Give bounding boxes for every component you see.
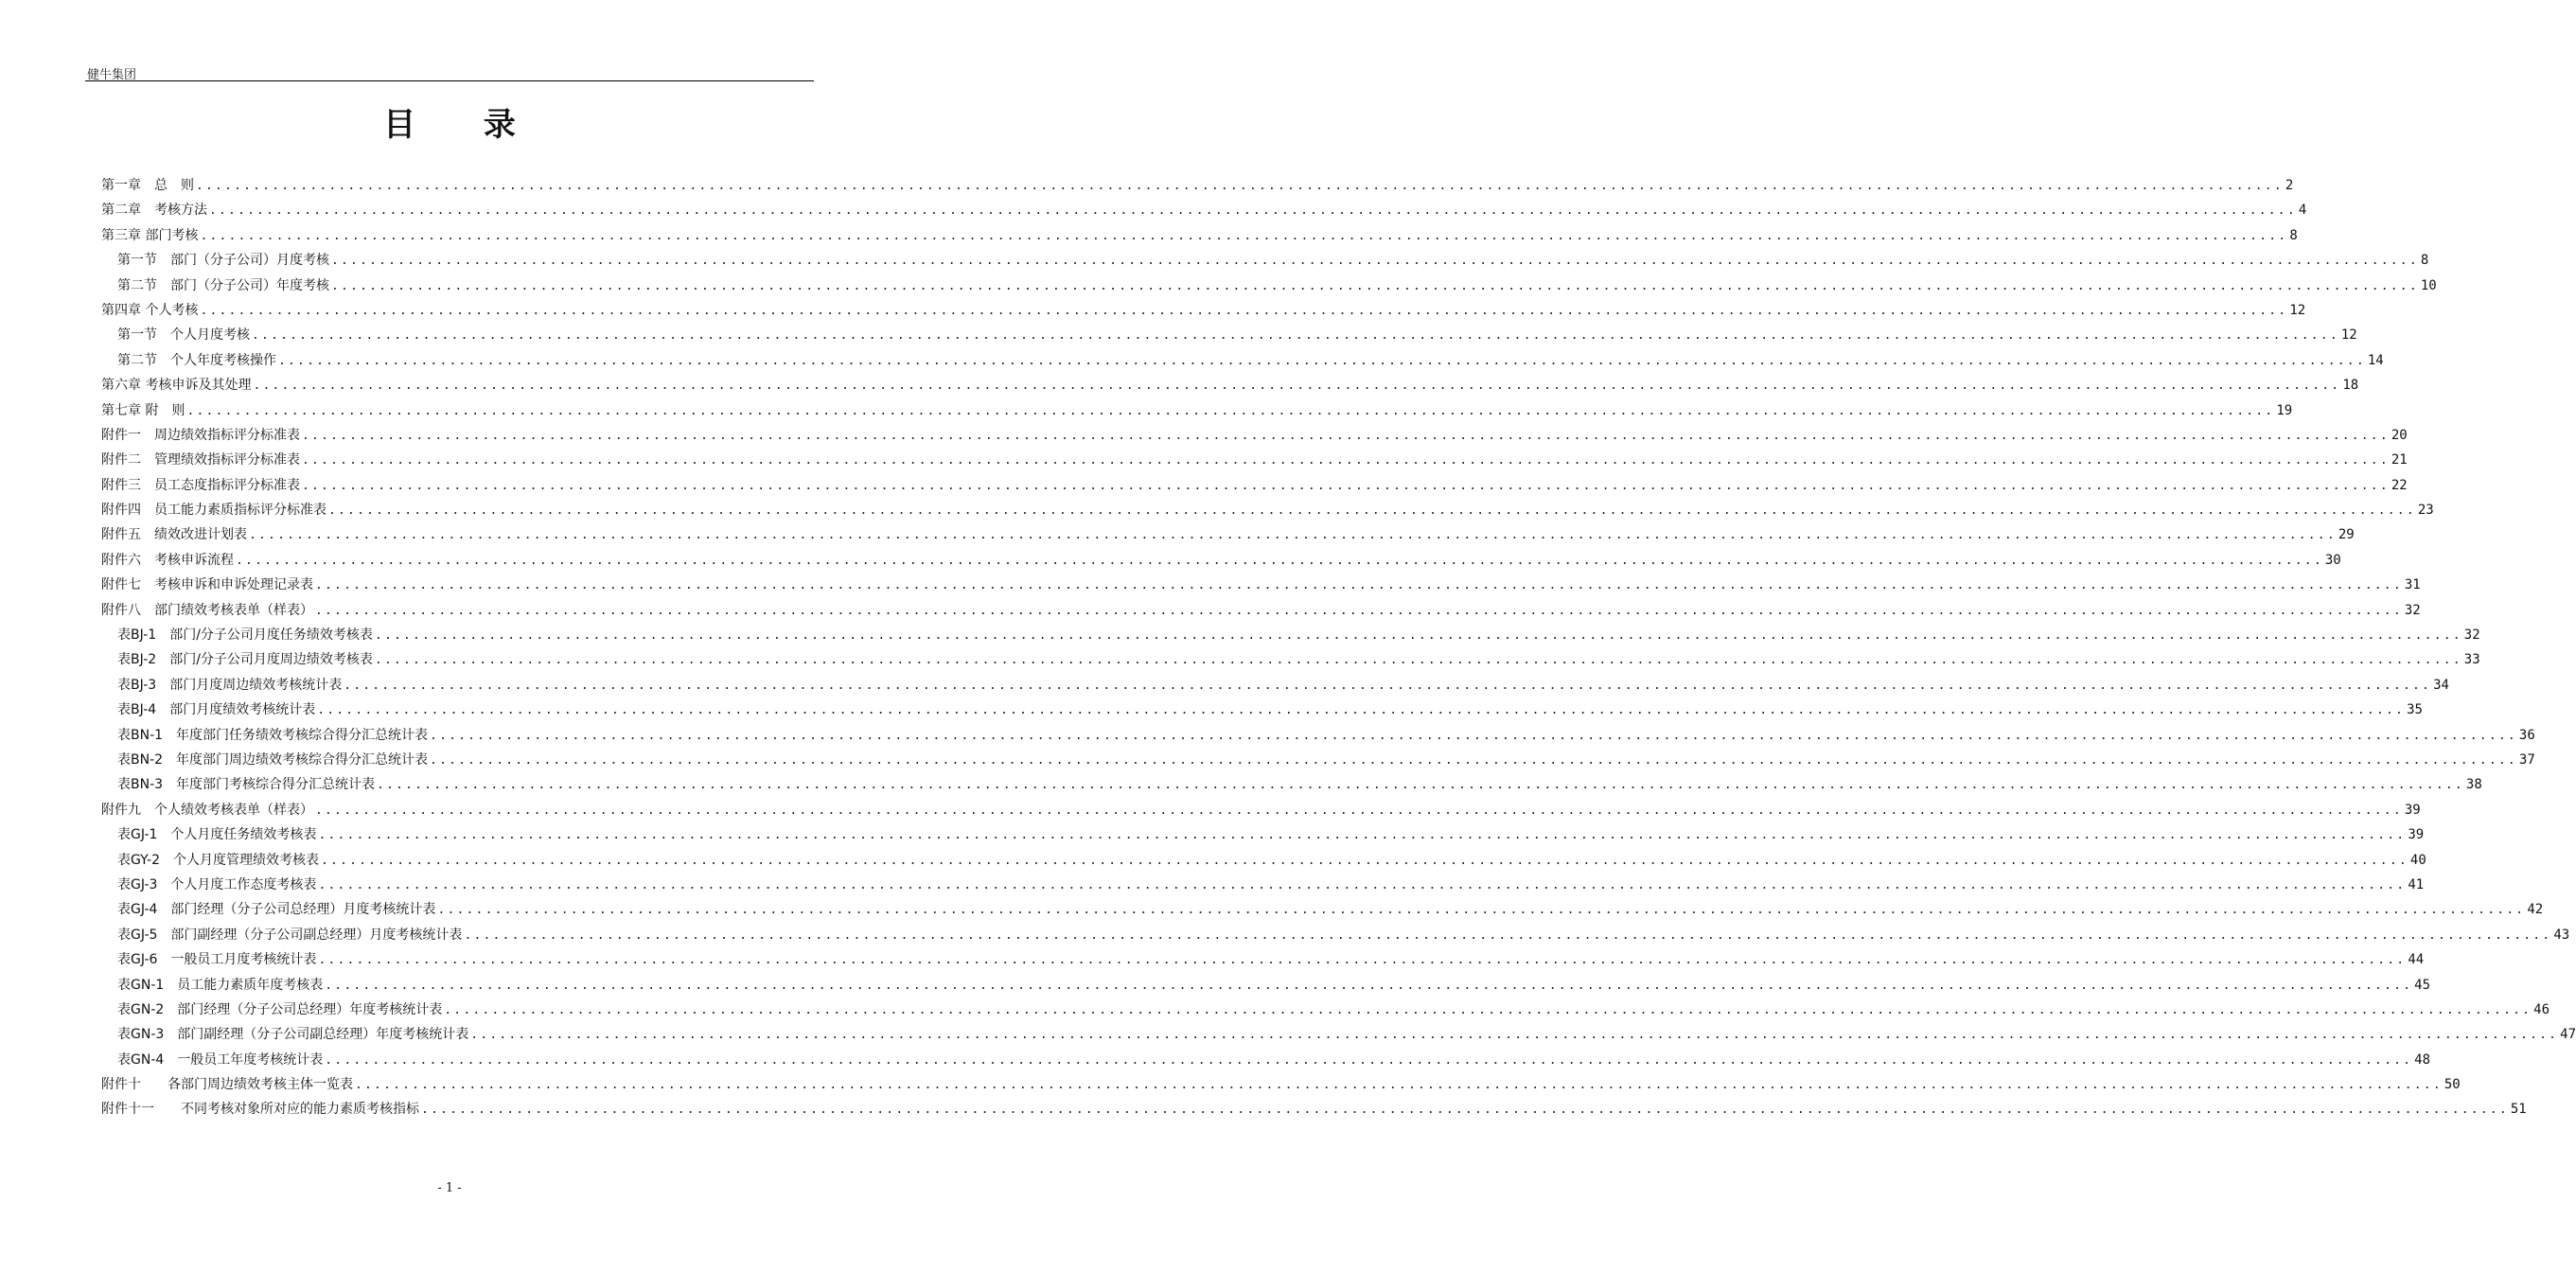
toc-entry[interactable] [101, 373, 2359, 398]
toc-dot-leader: ............................................................................................................................................................................................................................ [315, 603, 2403, 618]
toc-entry-label: 表BN-2 年度部门周边绩效考核综合得分汇总统计表 [117, 751, 429, 768]
toc-entry-page: 20 [2391, 427, 2408, 443]
toc-entry-label: 表GJ-1 个人月度任务绩效考核表 [117, 827, 317, 843]
toc-entry-page: 12 [2289, 302, 2306, 318]
toc-entry-label: 第二章 考核方法 [101, 203, 207, 219]
toc-entry-page: 22 [2391, 477, 2408, 493]
toc-dot-leader: ............................................................................................................................................................................................................................ [278, 353, 2366, 368]
toc-entry-label: 附件四 员工能力素质指标评分标准表 [101, 503, 326, 519]
toc-entry[interactable] [101, 1097, 2527, 1122]
toc-dot-leader: ............................................................................................................................................................................................................................ [377, 778, 2464, 793]
toc-dot-leader: ............................................................................................................................................................................................................................ [444, 1002, 2532, 1017]
toc-dot-leader: ............................................................................................................................................................................................................................ [331, 254, 2419, 269]
toc-entry[interactable] [101, 448, 2408, 472]
toc-entry[interactable] [101, 598, 2421, 623]
toc-entry-page: 10 [2420, 277, 2437, 293]
toc-entry-label: 附件九 个人绩效考核表单（样表） [101, 802, 313, 818]
toc-entry-page: 47 [2560, 1027, 2576, 1043]
toc-entry[interactable] [101, 498, 2434, 522]
toc-entry-page: 8 [2420, 253, 2429, 269]
toc-entry-page: 43 [2553, 927, 2570, 943]
toc-entry-label: 第二节 部门（分子公司）年度考核 [117, 277, 329, 293]
toc-entry[interactable] [101, 398, 2293, 423]
toc-entry[interactable] [101, 1072, 2461, 1097]
toc-dot-leader: ............................................................................................................................................................................................................................ [437, 903, 2526, 918]
toc-entry-label: 表BJ-1 部门/分子公司月度任务绩效考核表 [117, 627, 373, 644]
toc-entry-page: 39 [2408, 827, 2425, 843]
toc-dot-leader: ............................................................................................................................................................................................................................ [302, 428, 2390, 443]
toc-dot-leader: ............................................................................................................................................................................................................................ [325, 1052, 2413, 1068]
toc-entry-page: 18 [2342, 378, 2359, 394]
toc-entry-label: 表BJ-4 部门月度绩效考核统计表 [117, 702, 316, 718]
toc-entry-page: 39 [2404, 802, 2421, 818]
toc-dot-leader: ............................................................................................................................................................................................................................ [253, 379, 2341, 394]
toc-dot-leader: ............................................................................................................................................................................................................................ [317, 703, 2406, 718]
toc-dot-leader: ............................................................................................................................................................................................................................ [325, 978, 2413, 993]
toc-dot-leader: ............................................................................................................................................................................................................................ [318, 828, 2407, 843]
toc-entry[interactable] [101, 423, 2408, 448]
toc-entry-page: 8 [2289, 227, 2298, 243]
toc-entry-page: 46 [2533, 1001, 2550, 1017]
toc-entry-page: 37 [2518, 751, 2535, 768]
header-rule [85, 80, 814, 81]
toc-entry-label: 第一节 个人月度考核 [117, 327, 250, 344]
toc-dot-leader: ............................................................................................................................................................................................................................ [315, 578, 2403, 593]
page-title: 目 录 [383, 106, 544, 144]
toc-entry-page: 48 [2414, 1051, 2431, 1068]
table-of-contents [101, 173, 2576, 1122]
toc-entry-page: 12 [2340, 327, 2357, 344]
toc-entry-label: 第七章 附 则 [101, 402, 185, 418]
toc-entry-page: 23 [2417, 503, 2434, 519]
toc-dot-leader: ............................................................................................................................................................................................................................ [252, 328, 2339, 344]
toc-entry-label: 表BJ-2 部门/分子公司月度周边绩效考核表 [117, 652, 373, 668]
toc-entry[interactable] [101, 998, 2550, 1022]
toc-entry[interactable] [101, 647, 2480, 672]
toc-entry[interactable] [101, 973, 2431, 998]
toc-dot-leader: ............................................................................................................................................................................................................................ [302, 453, 2390, 468]
toc-entry[interactable] [101, 274, 2437, 298]
toc-entry[interactable] [101, 923, 2570, 947]
toc-entry-page: 4 [2298, 203, 2307, 219]
toc-entry[interactable] [101, 173, 2294, 198]
toc-entry[interactable] [101, 248, 2429, 273]
toc-entry-page: 51 [2510, 1102, 2527, 1118]
toc-entry-label: 表GJ-4 部门经理（分子公司总经理）月度考核统计表 [117, 902, 436, 918]
toc-entry-page: 50 [2444, 1077, 2461, 1093]
toc-entry-page: 31 [2404, 577, 2421, 593]
toc-entry[interactable] [101, 573, 2421, 597]
toc-entry-page: 40 [2409, 852, 2426, 868]
toc-entry[interactable] [101, 748, 2535, 772]
toc-entry[interactable] [101, 673, 2449, 698]
toc-dot-leader: ............................................................................................................................................................................................................................ [421, 1103, 2509, 1118]
toc-entry-label: 附件二 管理绩效指标评分标准表 [101, 452, 300, 468]
toc-entry[interactable] [101, 873, 2425, 897]
toc-entry-label: 表BN-1 年度部门任务绩效考核综合得分汇总统计表 [117, 727, 429, 743]
toc-entry-page: 35 [2407, 702, 2423, 718]
toc-entry-label: 附件一 周边绩效指标评分标准表 [101, 427, 300, 443]
toc-entry[interactable] [101, 947, 2425, 972]
toc-dot-leader: ............................................................................................................................................................................................................................ [200, 303, 2288, 318]
toc-entry-page: 41 [2408, 876, 2425, 892]
toc-entry-label: 表GN-4 一般员工年度考核统计表 [117, 1051, 324, 1068]
toc-dot-leader: ............................................................................................................................................................................................................................ [464, 928, 2552, 943]
toc-entry-label: 附件五 绩效改进计划表 [101, 527, 247, 543]
toc-dot-leader: ............................................................................................................................................................................................................................ [302, 478, 2390, 493]
toc-entry-label: 附件十 各部门周边绩效考核主体一览表 [101, 1077, 353, 1093]
toc-entry-label: 附件三 员工态度指标评分标准表 [101, 477, 300, 493]
toc-entry-label: 表GJ-5 部门副经理（分子公司副总经理）月度考核统计表 [117, 927, 463, 943]
toc-dot-leader: ............................................................................................................................................................................................................................ [249, 528, 2337, 543]
toc-entry-page: 32 [2463, 627, 2480, 644]
toc-entry[interactable] [101, 323, 2357, 347]
toc-entry-label: 附件八 部门绩效考核表单（样表） [101, 602, 313, 618]
toc-entry-page: 44 [2408, 952, 2425, 968]
toc-entry-page: 19 [2276, 402, 2293, 418]
toc-entry-label: 附件十一 不同考核对象所对应的能力素质考核指标 [101, 1102, 419, 1118]
toc-entry-label: 表GY-2 个人月度管理绩效考核表 [117, 852, 320, 868]
toc-entry-label: 表BN-3 年度部门考核综合得分汇总统计表 [117, 777, 376, 793]
toc-entry-page: 38 [2465, 777, 2482, 793]
toc-entry-label: 表GN-2 部门经理（分子公司总经理）年度考核统计表 [117, 1001, 443, 1017]
toc-dot-leader: ............................................................................................................................................................................................................................ [470, 1028, 2559, 1043]
toc-dot-leader: ............................................................................................................................................................................................................................ [374, 653, 2462, 668]
page-number: - 1 - [437, 1181, 462, 1195]
toc-entry-label: 第二节 个人年度考核操作 [117, 352, 276, 368]
toc-entry-label: 表BJ-3 部门月度周边绩效考核统计表 [117, 677, 343, 693]
toc-entry[interactable] [101, 848, 2426, 873]
toc-dot-leader: ............................................................................................................................................................................................................................ [328, 504, 2416, 519]
toc-entry-label: 附件六 考核申诉流程 [101, 552, 234, 568]
toc-entry[interactable] [101, 772, 2482, 797]
toc-entry[interactable] [101, 798, 2421, 822]
toc-entry-page: 2 [2285, 178, 2294, 193]
toc-entry-page: 14 [2367, 352, 2384, 368]
toc-entry-label: 表GN-1 员工能力素质年度考核表 [117, 977, 324, 993]
toc-entry-label: 表GJ-6 一般员工月度考核统计表 [117, 952, 317, 968]
toc-entry[interactable] [101, 298, 2306, 323]
toc-entry[interactable] [101, 822, 2425, 847]
toc-entry-page: 29 [2338, 527, 2355, 543]
toc-entry[interactable] [101, 548, 2341, 573]
toc-dot-leader: ............................................................................................................................................................................................................................ [209, 203, 2297, 219]
toc-dot-leader: ............................................................................................................................................................................................................................ [196, 179, 2284, 193]
toc-entry-label: 附件七 考核申诉和申诉处理记录表 [101, 577, 313, 593]
toc-entry[interactable] [101, 698, 2423, 722]
toc-entry[interactable] [101, 723, 2535, 748]
toc-entry-label: 第三章 部门考核 [101, 227, 199, 243]
toc-entry-page: 32 [2404, 602, 2421, 618]
toc-entry[interactable] [101, 522, 2355, 547]
toc-entry[interactable] [101, 897, 2544, 922]
toc-dot-leader: ............................................................................................................................................................................................................................ [318, 877, 2407, 892]
toc-entry-label: 第六章 考核申诉及其处理 [101, 378, 252, 394]
toc-entry-page: 33 [2463, 652, 2480, 668]
toc-dot-leader: ............................................................................................................................................................................................................................ [355, 1078, 2443, 1093]
toc-dot-leader: ............................................................................................................................................................................................................................ [344, 678, 2432, 693]
toc-entry-label: 第一章 总 则 [101, 178, 194, 193]
toc-entry[interactable] [101, 223, 2298, 248]
toc-entry-page: 45 [2414, 977, 2431, 993]
toc-entry-label: 第一节 部门（分子公司）月度考核 [117, 253, 329, 269]
toc-dot-leader: ............................................................................................................................................................................................................................ [430, 752, 2517, 768]
toc-dot-leader: ............................................................................................................................................................................................................................ [318, 953, 2407, 968]
toc-dot-leader: ............................................................................................................................................................................................................................ [186, 403, 2275, 418]
toc-entry[interactable] [101, 623, 2480, 647]
toc-dot-leader: ............................................................................................................................................................................................................................ [315, 803, 2403, 818]
toc-dot-leader: ............................................................................................................................................................................................................................ [200, 228, 2288, 243]
toc-entry-page: 36 [2518, 727, 2535, 743]
header-company: 健牛集团 [87, 68, 137, 82]
toc-entry-label: 表GJ-3 个人月度工作态度考核表 [117, 876, 317, 892]
toc-entry-label: 第四章 个人考核 [101, 302, 199, 318]
toc-dot-leader: ............................................................................................................................................................................................................................ [236, 553, 2323, 568]
toc-entry[interactable] [101, 473, 2408, 498]
toc-entry-page: 34 [2433, 677, 2449, 693]
toc-dot-leader: ............................................................................................................................................................................................................................ [331, 278, 2419, 293]
toc-entry-page: 30 [2324, 552, 2341, 568]
toc-entry[interactable] [101, 1048, 2431, 1072]
toc-dot-leader: ............................................................................................................................................................................................................................ [430, 728, 2517, 743]
toc-entry[interactable] [101, 198, 2307, 222]
toc-entry[interactable] [101, 348, 2384, 373]
toc-entry-page: 42 [2527, 902, 2544, 918]
toc-entry-label: 表GN-3 部门副经理（分子公司副总经理）年度考核统计表 [117, 1027, 469, 1043]
toc-entry[interactable] [101, 1022, 2576, 1047]
toc-entry-page: 21 [2391, 452, 2408, 468]
toc-dot-leader: ............................................................................................................................................................................................................................ [321, 853, 2408, 868]
toc-dot-leader: ............................................................................................................................................................................................................................ [374, 628, 2462, 644]
